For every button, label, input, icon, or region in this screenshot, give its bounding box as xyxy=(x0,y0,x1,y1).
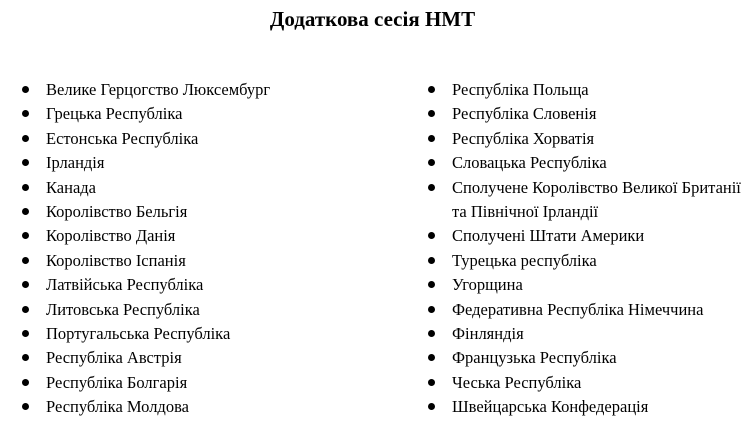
list-item: Естонська Республіка xyxy=(0,127,400,151)
list-item: Угорщина xyxy=(406,273,745,297)
country-list-left xyxy=(0,78,400,420)
list-item: Королівство Іспанія xyxy=(0,249,400,273)
list-item: Швейцарська Конфедерація xyxy=(406,395,745,419)
list-item: Королівство Данія xyxy=(0,224,400,248)
list-item: Республіка Польща xyxy=(406,78,745,102)
list-item: Республіка Австрія xyxy=(0,346,400,370)
list-item: Сполучені Штати Америки xyxy=(406,224,745,248)
list-item: Грецька Республіка xyxy=(0,102,400,126)
list-item: Литовська Республіка xyxy=(0,298,400,322)
list-item: Португальська Республіка xyxy=(0,322,400,346)
list-item: Королівство Бельгія xyxy=(0,200,400,224)
list-item: Словацька Республіка xyxy=(406,151,745,175)
list-item: Французька Республіка xyxy=(406,346,745,370)
list-item: Турецька республіка xyxy=(406,249,745,273)
list-item: Республіка Хорватія xyxy=(406,127,745,151)
list-item: Республіка Молдова xyxy=(0,395,400,419)
country-list-right xyxy=(406,78,745,420)
page-title: Додаткова сесія НМТ xyxy=(269,7,476,31)
list-item: Сполучене Королівство Великої Британії та Північної Ірландії xyxy=(406,176,745,225)
list-item: Чеська Республіка xyxy=(406,371,745,395)
list-item: Велике Герцогство Люксембург xyxy=(0,78,400,102)
list-item: Республіка Болгарія xyxy=(0,371,400,395)
list-item: Ірландія xyxy=(0,151,400,175)
list-item: Республіка Словенія xyxy=(406,102,745,126)
list-item: Фінляндія xyxy=(406,322,745,346)
list-item: Канада xyxy=(0,176,400,200)
list-item: Латвійська Республіка xyxy=(0,273,400,297)
list-item: Федеративна Республіка Німеччина xyxy=(406,298,745,322)
